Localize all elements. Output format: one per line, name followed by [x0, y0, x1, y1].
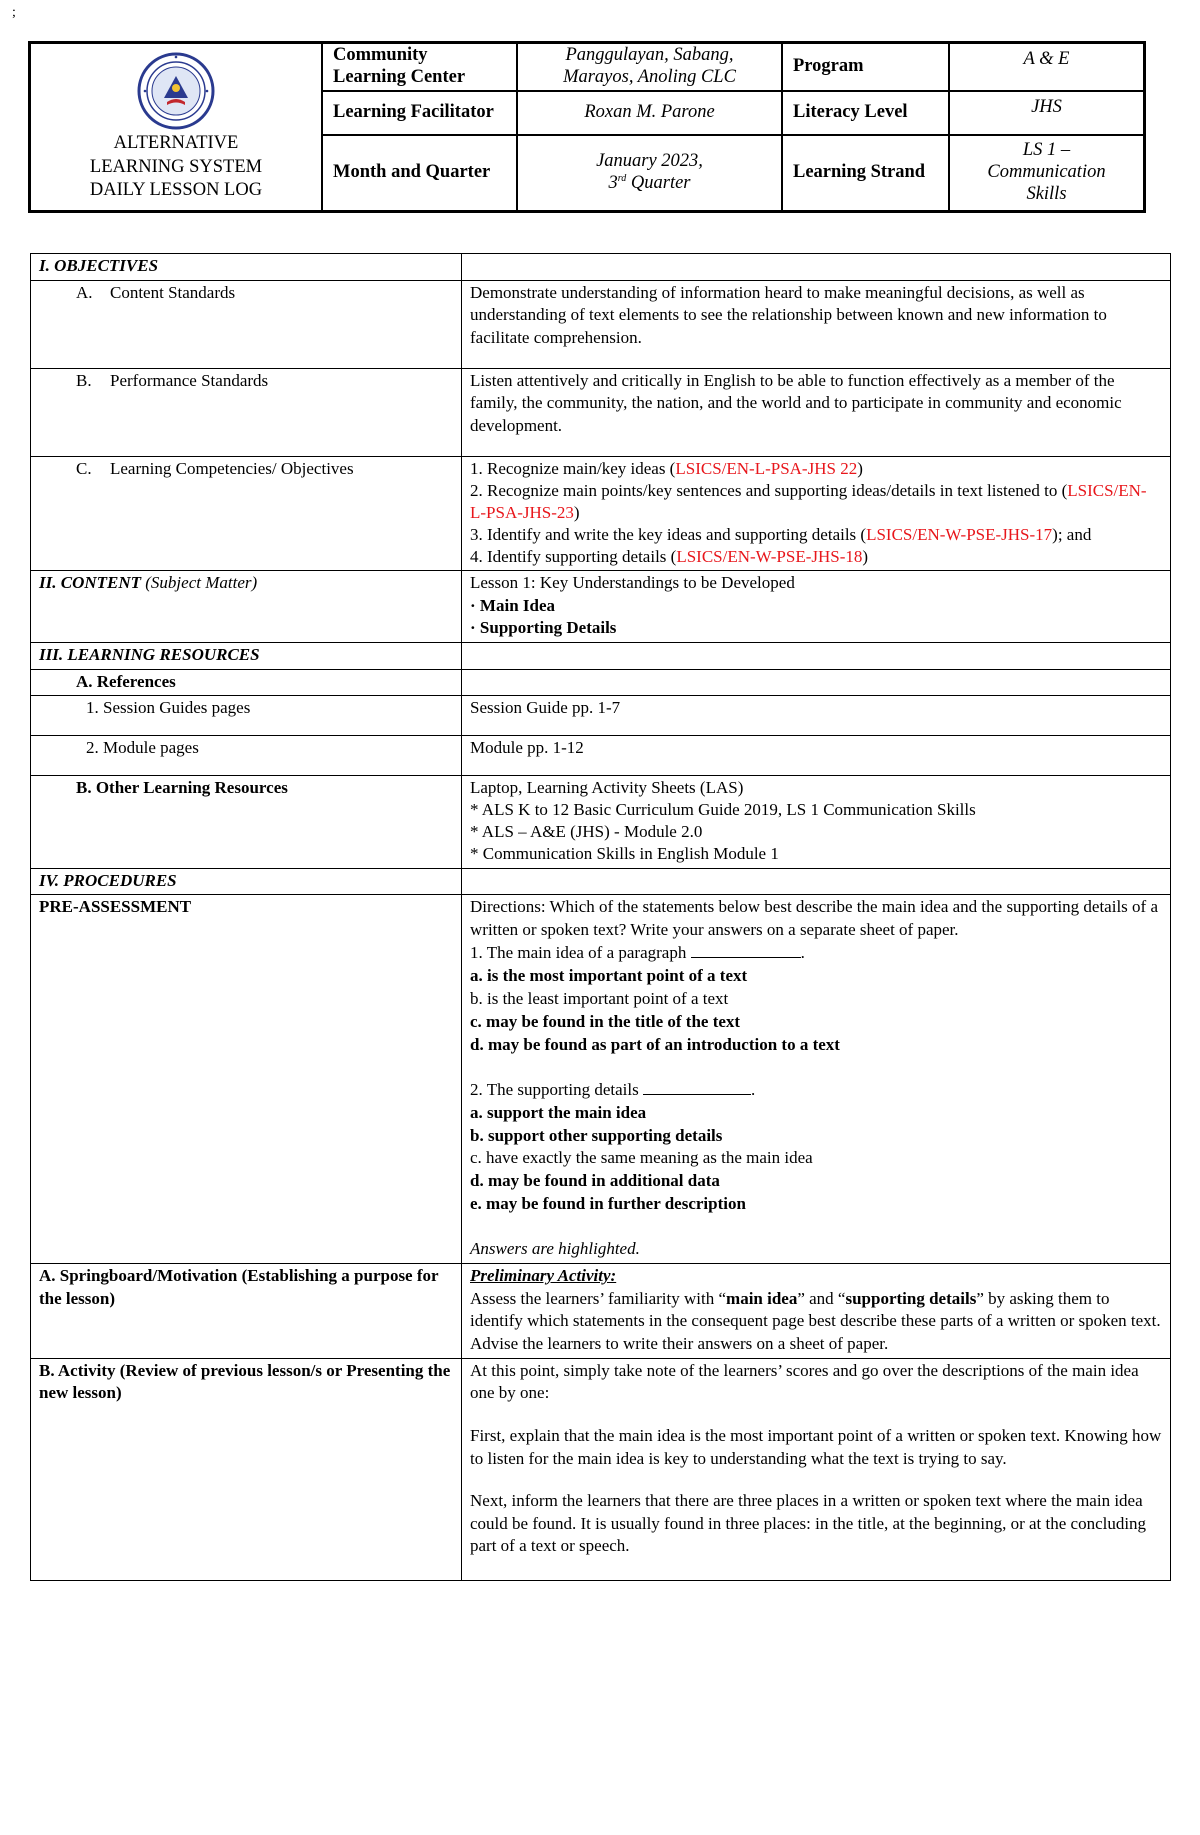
session-guide-row	[31, 696, 1171, 736]
other-resources-row	[31, 776, 1171, 868]
pre-assessment-row	[31, 895, 1171, 1264]
list-item: * ALS K to 12 Basic Curriculum Guide 2019, LS 1 Communication Skills	[470, 800, 976, 820]
module-label: 2. Module pages	[31, 736, 462, 776]
program-label: Program	[783, 44, 950, 92]
month-label: Month and Quarter	[323, 136, 518, 210]
list-item: 1. Recognize main/key ideas (LSICS/EN-L-PSA-JHS 22)	[470, 458, 863, 478]
references-label: A. References	[31, 669, 462, 696]
activity-row	[31, 1358, 1171, 1580]
list-item: Laptop, Learning Activity Sheets (LAS)	[470, 778, 744, 798]
lesson-log-header	[28, 41, 1146, 213]
competency-code: LSICS/EN-L-PSA-JHS-23	[470, 480, 1147, 522]
list-item: 3. Identify and write the key ideas and supporting details (LSICS/EN-W-PSE-JHS-17); and	[470, 524, 1092, 544]
content-row	[31, 571, 1171, 643]
page-mark: ;	[12, 5, 16, 20]
session-guide-label: 1. Session Guides pages	[31, 696, 462, 736]
objectives-heading-row	[31, 254, 1171, 281]
competencies-list	[462, 456, 1171, 570]
program-value: A & E	[950, 44, 1143, 92]
header-title-block	[31, 44, 323, 210]
references-row	[31, 669, 1171, 696]
competency-code: LSICS/EN-W-PSE-JHS-18	[676, 546, 863, 566]
other-resources-label: B. Other Learning Resources	[31, 776, 462, 868]
session-guide-value: Session Guide pp. 1-7	[462, 696, 1171, 736]
pre-assessment-text: Directions: Which of the statements below best describe the main idea and the supporting details of a written or spoken text? Write your answers on a separate sheet of paper. 1. The main idea of a paragraph . a. is the most important point of a text b. is the least important point of a text c. may be found in the title of the text d. may be found as part of an introduction to a text 2. The supporting details . a. support the main idea b. support other supporting details c. have exactly the same meaning as the main idea d. may be found in additional data e. may be found in further description Answers are highlighted.	[462, 895, 1171, 1264]
procedures-heading: IV. PROCEDURES	[31, 868, 462, 895]
content-standards-row	[31, 280, 1171, 368]
module-row	[31, 736, 1171, 776]
content-heading: II. CONTENT (Subject Matter)	[31, 571, 462, 643]
performance-standards-row	[31, 368, 1171, 456]
performance-standards-text: Listen attentively and critically in English to be able to function effectively as a member of the family, the community, the nation, and the world and to participate in community and economic development.	[462, 368, 1171, 456]
competencies-row	[31, 456, 1171, 570]
month-value: January 2023, 3rd Quarter	[518, 136, 783, 210]
list-item: 2. Recognize main points/key sentences and supporting ideas/details in text listened to (LSICS/EN-L-PSA-JHS-23)	[470, 480, 1147, 522]
community-label: Community Learning Center	[323, 44, 518, 92]
activity-label: B. Activity (Review of previous lesson/s or Presenting the new lesson)	[31, 1358, 462, 1580]
pre-assessment-label: PRE-ASSESSMENT	[31, 895, 462, 1264]
resources-heading-row	[31, 642, 1171, 669]
strand-label: Learning Strand	[783, 136, 950, 210]
content-text: Lesson 1: Key Understandings to be Developed · Main Idea · Supporting Details	[462, 571, 1171, 643]
community-value: Panggulayan, Sabang, Marayos, Anoling CLC	[518, 44, 783, 92]
content-standards-text: Demonstrate understanding of information heard to make meaningful decisions, as well as understanding of text elements to see the relationship between known and new information to facilitate comprehension.	[462, 280, 1171, 368]
strand-value: LS 1 – Communication Skills	[987, 140, 1106, 204]
activity-text: At this point, simply take note of the learners’ scores and go over the descriptions of the main idea one by one: First, explain that the main idea is the most important point of a written or spoken text. Knowing how to listen for the main idea is key to understanding what the text is trying to say. Next, inform the learners that there are three places in a written or spoken text where the main idea could be found. It is usually found in three places: in the title, at the beginning, or at the concluding part of a text or speech.	[462, 1358, 1171, 1580]
content-standards-label: A. Content Standards	[31, 280, 462, 368]
other-resources-list	[462, 776, 1171, 868]
springboard-row	[31, 1264, 1171, 1358]
competencies-label: C. Learning Competencies/ Objectives	[31, 456, 462, 570]
deped-seal-icon	[137, 52, 215, 130]
springboard-label: A. Springboard/Motivation (Establishing a purpose for the lesson)	[31, 1264, 462, 1358]
performance-standards-label: B. Performance Standards	[31, 368, 462, 456]
competency-code: LSICS/EN-W-PSE-JHS-17	[866, 524, 1053, 544]
competency-code: LSICS/EN-L-PSA-JHS 22	[675, 458, 858, 478]
list-item: 4. Identify supporting details (LSICS/EN-W-PSE-JHS-18)	[470, 546, 869, 566]
springboard-text: Preliminary Activity: Assess the learners’ familiarity with “main idea” and “supporting details” by asking them to identify which statements in the consequent page best describe these parts of a written or spoken text. Advise the learners to write their answers on a sheet of paper.	[462, 1264, 1171, 1358]
procedures-heading-row	[31, 868, 1171, 895]
module-value: Module pp. 1-12	[462, 736, 1171, 776]
objectives-heading: I. OBJECTIVES	[31, 254, 462, 281]
facilitator-value: Roxan M. Parone	[518, 92, 783, 136]
resources-heading: III. LEARNING RESOURCES	[31, 642, 462, 669]
list-item: * ALS – A&E (JHS) - Module 2.0	[470, 822, 703, 842]
facilitator-label: Learning Facilitator	[323, 92, 518, 136]
literacy-value: JHS	[950, 92, 1143, 136]
lesson-plan-table	[30, 253, 1171, 1581]
list-item: * Communication Skills in English Module 1	[470, 844, 779, 864]
log-title: ALTERNATIVE LEARNING SYSTEM DAILY LESSON LOG	[89, 133, 263, 201]
header-info-grid	[323, 44, 1143, 210]
literacy-label: Literacy Level	[783, 92, 950, 136]
